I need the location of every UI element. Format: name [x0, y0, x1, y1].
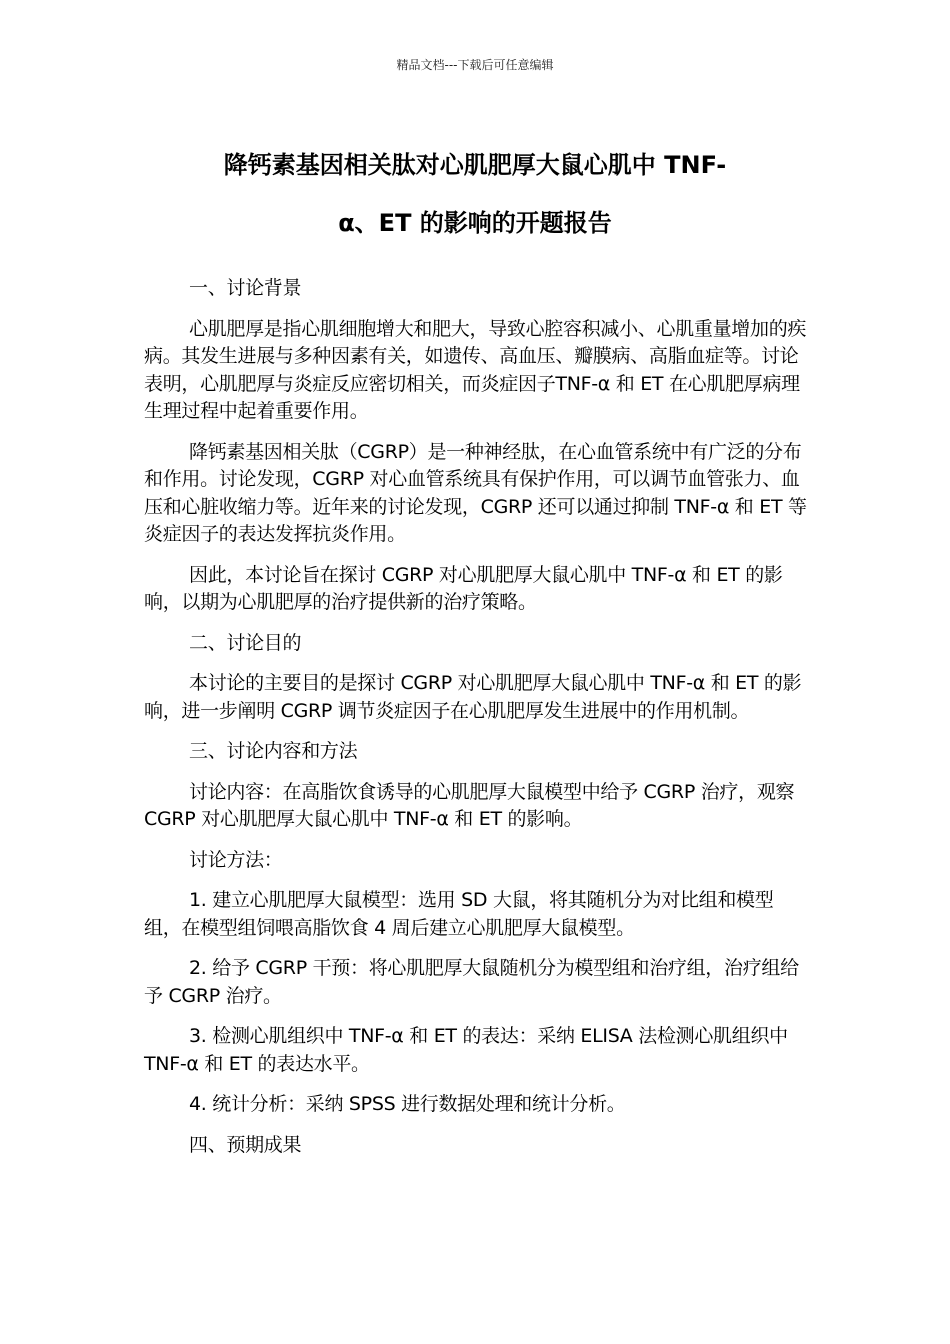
section-heading-background: 一、讨论背景 [189, 277, 302, 299]
page-header-note: 精品文档---下载后可任意编辑 [396, 58, 554, 72]
paragraph-cgrp-intro: 降钙素基因相关肽（CGRP）是一种神经肽，在心血管系统中有广泛的分布和作用。讨论发现，CGRP 对心血管系统具有保护作用，可以调节血管张力、血压和心脏收缩力等。近年来的讨论发现，CGRP 还可以通过抑制 TNF-α 和 ET 等炎症因子的表达发挥抗炎作用。 [144, 440, 807, 545]
document-body [144, 275, 808, 1172]
section-heading-objective: 二、讨论目的 [189, 631, 302, 654]
method-item-4: 4. 统计分析：采纳 SPSS 进行数据处理和统计分析。 [189, 1093, 626, 1115]
method-item-3: 3. 检测心肌组织中 TNF-α 和 ET 的表达：采纳 ELISA 法检测心肌组织中 TNF-α 和 ET 的表达水平。 [144, 1025, 788, 1075]
document-title [120, 136, 830, 252]
paragraph-hypertrophy-intro: 心肌肥厚是指心肌细胞增大和肥大，导致心腔容积减小、心肌重量增加的疾病。其发生进展与多种因素有关，如遗传、高血压、瓣膜病、高脂血症等。讨论表明，心肌肥厚与炎症反应密切相关，而炎症因子TNF-α 和 ET 在心肌肥厚病理生理过程中起着重要作用。 [144, 317, 807, 422]
title-line-1: 降钙素基因相关肽对心肌肥厚大鼠心肌中 TNF- [223, 151, 727, 179]
section-heading-content-methods: 三、讨论内容和方法 [189, 740, 358, 762]
paragraph-methods-label: 讨论方法： [189, 848, 283, 871]
paragraph-study-aim: 因此，本讨论旨在探讨 CGRP 对心肌肥厚大鼠心肌中 TNF-α 和 ET 的影响，以期为心肌肥厚的治疗提供新的治疗策略。 [144, 563, 783, 613]
method-item-2: 2. 给予 CGRP 干预：将心肌肥厚大鼠随机分为模型组和治疗组，治疗组给予 CGRP 治疗。 [144, 957, 799, 1007]
paragraph-research-content: 讨论内容：在高脂饮食诱导的心肌肥厚大鼠模型中给予 CGRP 治疗，观察 CGRP 对心肌肥厚大鼠心肌中 TNF-α 和 ET 的影响。 [144, 780, 795, 830]
title-line-2: α、ET 的影响的开题报告 [338, 209, 612, 237]
paragraph-objective: 本讨论的主要目的是探讨 CGRP 对心肌肥厚大鼠心肌中 TNF-α 和 ET 的影响，进一步阐明 CGRP 调节炎症因子在心肌肥厚发生进展中的作用机制。 [144, 672, 802, 722]
section-heading-expected-results: 四、预期成果 [189, 1133, 302, 1156]
method-item-1: 1. 建立心肌肥厚大鼠模型：选用 SD 大鼠，将其随机分为对比组和模型组，在模型组饲喂高脂饮食 4 周后建立心肌肥厚大鼠模型。 [144, 889, 774, 939]
